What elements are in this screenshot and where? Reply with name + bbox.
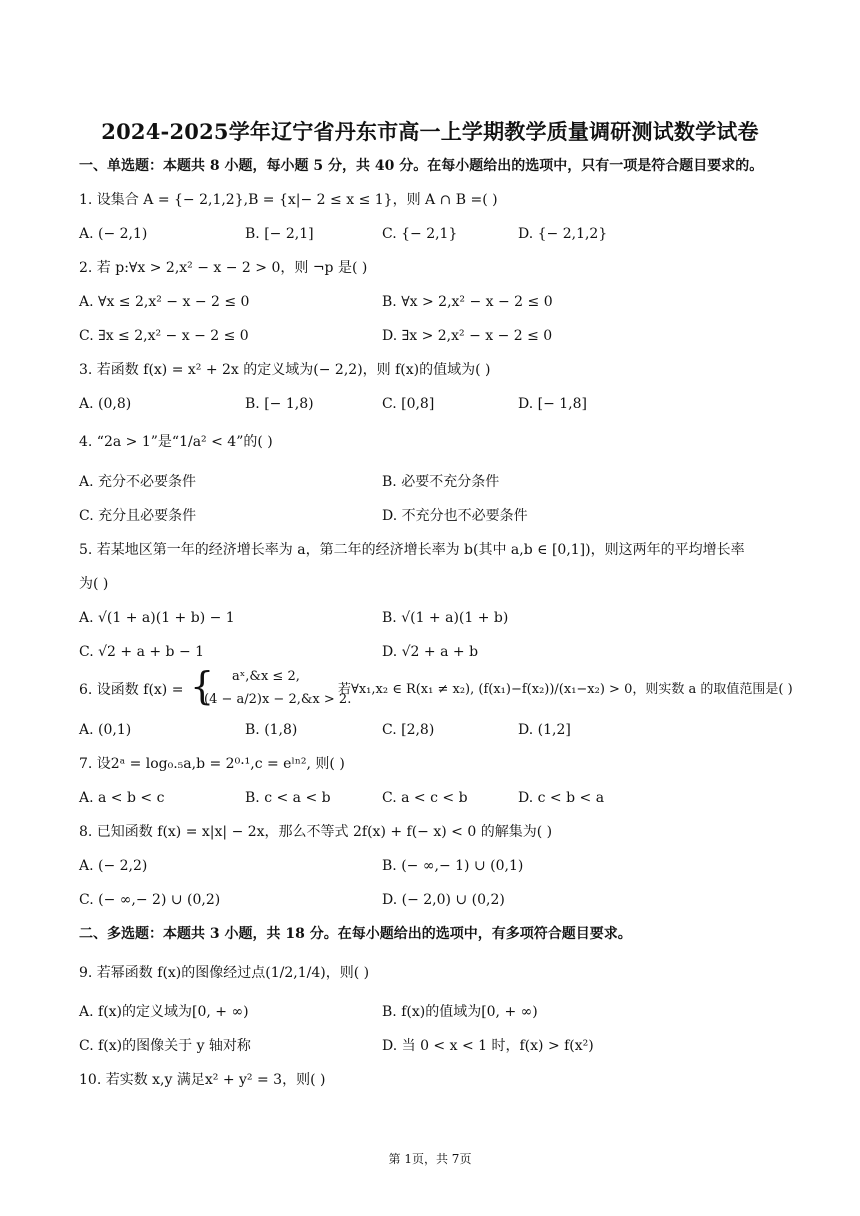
question-4-stem: 4. “2a > 1”是“1/a² < 4”的( ): [79, 434, 273, 450]
q1-option-a: A. (− 2,1): [79, 226, 148, 242]
q1-option-b: B. [− 2,1]: [245, 226, 314, 242]
q5-option-b: B. √(1 + a)(1 + b): [382, 610, 509, 626]
piecewise-brace: {: [190, 664, 215, 708]
q7-option-b: B. c < a < b: [245, 790, 331, 806]
q3-option-b: B. [− 1,8): [245, 396, 314, 412]
q4-option-b: B. 必要不充分条件: [382, 474, 500, 490]
question-10-stem: 10. 若实数 x,y 满足x² + y² = 3，则( ): [79, 1072, 326, 1088]
q1-option-c: C. {− 2,1}: [382, 226, 458, 242]
q3-option-c: C. [0,8]: [382, 396, 435, 412]
q6-piece-1: aˣ,&x ≤ 2,: [232, 669, 300, 684]
question-6-stem-left: 6. 设函数 f(x) =: [79, 682, 184, 698]
q2-option-a: A. ∀x ≤ 2,x² − x − 2 ≤ 0: [79, 294, 250, 310]
q6-option-a: A. (0,1): [79, 722, 132, 738]
question-9-stem: 9. 若幂函数 f(x)的图像经过点(1/2,1/4)，则( ): [79, 965, 370, 981]
q3-option-a: A. (0,8): [79, 396, 132, 412]
q9-option-b: B. f(x)的值域为[0, + ∞): [382, 1004, 538, 1020]
section-2-heading: 二、多选题：本题共 3 小题，共 18 分。在每小题给出的选项中，有多项符合题目要求。: [79, 926, 632, 942]
question-8-stem: 8. 已知函数 f(x) = x|x| − 2x，那么不等式 2f(x) + f(− x) < 0 的解集为( ): [79, 824, 553, 840]
q3-option-d: D. [− 1,8]: [518, 396, 587, 412]
q1-option-d: D. {− 2,1,2}: [518, 226, 608, 242]
question-1-stem: 1. 设集合 A = {− 2,1,2},B = {x|− 2 ≤ x ≤ 1}，则 A ∩ B =( ): [79, 192, 498, 208]
q8-option-b: B. (− ∞,− 1) ∪ (0,1): [382, 858, 524, 874]
q4-option-a: A. 充分不必要条件: [79, 474, 197, 490]
q4-option-d: D. 不充分也不必要条件: [382, 508, 528, 524]
q6-option-d: D. (1,2]: [518, 722, 571, 738]
q9-option-a: A. f(x)的定义域为[0, + ∞): [79, 1004, 249, 1020]
q2-option-b: B. ∀x > 2,x² − x − 2 ≤ 0: [382, 294, 553, 310]
question-6-stem-right: 若∀x₁,x₂ ∈ R(x₁ ≠ x₂), (f(x₁)−f(x₂))/(x₁−x₂) > 0，则实数 a 的取值范围是( ): [338, 682, 793, 697]
q7-option-d: D. c < b < a: [518, 790, 605, 806]
exam-title: 2024-2025学年辽宁省丹东市高一上学期教学质量调研测试数学试卷: [101, 119, 759, 144]
q5-option-c: C. √2 + a + b − 1: [79, 644, 205, 660]
q8-option-d: D. (− 2,0) ∪ (0,2): [382, 892, 505, 908]
q6-option-b: B. (1,8): [245, 722, 298, 738]
page-footer: 第 1页，共 7页: [388, 1152, 472, 1166]
question-2-stem: 2. 若 p:∀x > 2,x² − x − 2 > 0，则 ¬p 是( ): [79, 260, 368, 276]
q2-option-c: C. ∃x ≤ 2,x² − x − 2 ≤ 0: [79, 328, 249, 344]
q6-option-c: C. [2,8): [382, 722, 435, 738]
q9-option-d: D. 当 0 < x < 1 时，f(x) > f(x²): [382, 1038, 594, 1054]
q7-option-c: C. a < c < b: [382, 790, 468, 806]
question-5-stem-cont: 为( ): [79, 576, 109, 592]
q8-option-a: A. (− 2,2): [79, 858, 148, 874]
q4-option-c: C. 充分且必要条件: [79, 508, 197, 524]
question-5-stem: 5. 若某地区第一年的经济增长率为 a，第二年的经济增长率为 b(其中 a,b ∈ [0,1])，则这两年的平均增长率: [79, 542, 745, 558]
q6-piece-2: (4 − a/2)x − 2,&x > 2.: [204, 692, 352, 707]
section-1-heading: 一、单选题：本题共 8 小题，每小题 5 分，共 40 分。在每小题给出的选项中，只有一项是符合题目要求的。: [79, 158, 764, 174]
question-7-stem: 7. 设2ᵃ = log₀.₅a,b = 2⁰·¹,c = eˡⁿ², 则( ): [79, 756, 345, 772]
q9-option-c: C. f(x)的图像关于 y 轴对称: [79, 1038, 251, 1054]
question-3-stem: 3. 若函数 f(x) = x² + 2x 的定义域为(− 2,2)，则 f(x)的值域为( ): [79, 362, 491, 378]
q5-option-d: D. √2 + a + b: [382, 644, 479, 660]
q2-option-d: D. ∃x > 2,x² − x − 2 ≤ 0: [382, 328, 553, 344]
q8-option-c: C. (− ∞,− 2) ∪ (0,2): [79, 892, 221, 908]
q5-option-a: A. √(1 + a)(1 + b) − 1: [79, 610, 235, 626]
q7-option-a: A. a < b < c: [79, 790, 165, 806]
